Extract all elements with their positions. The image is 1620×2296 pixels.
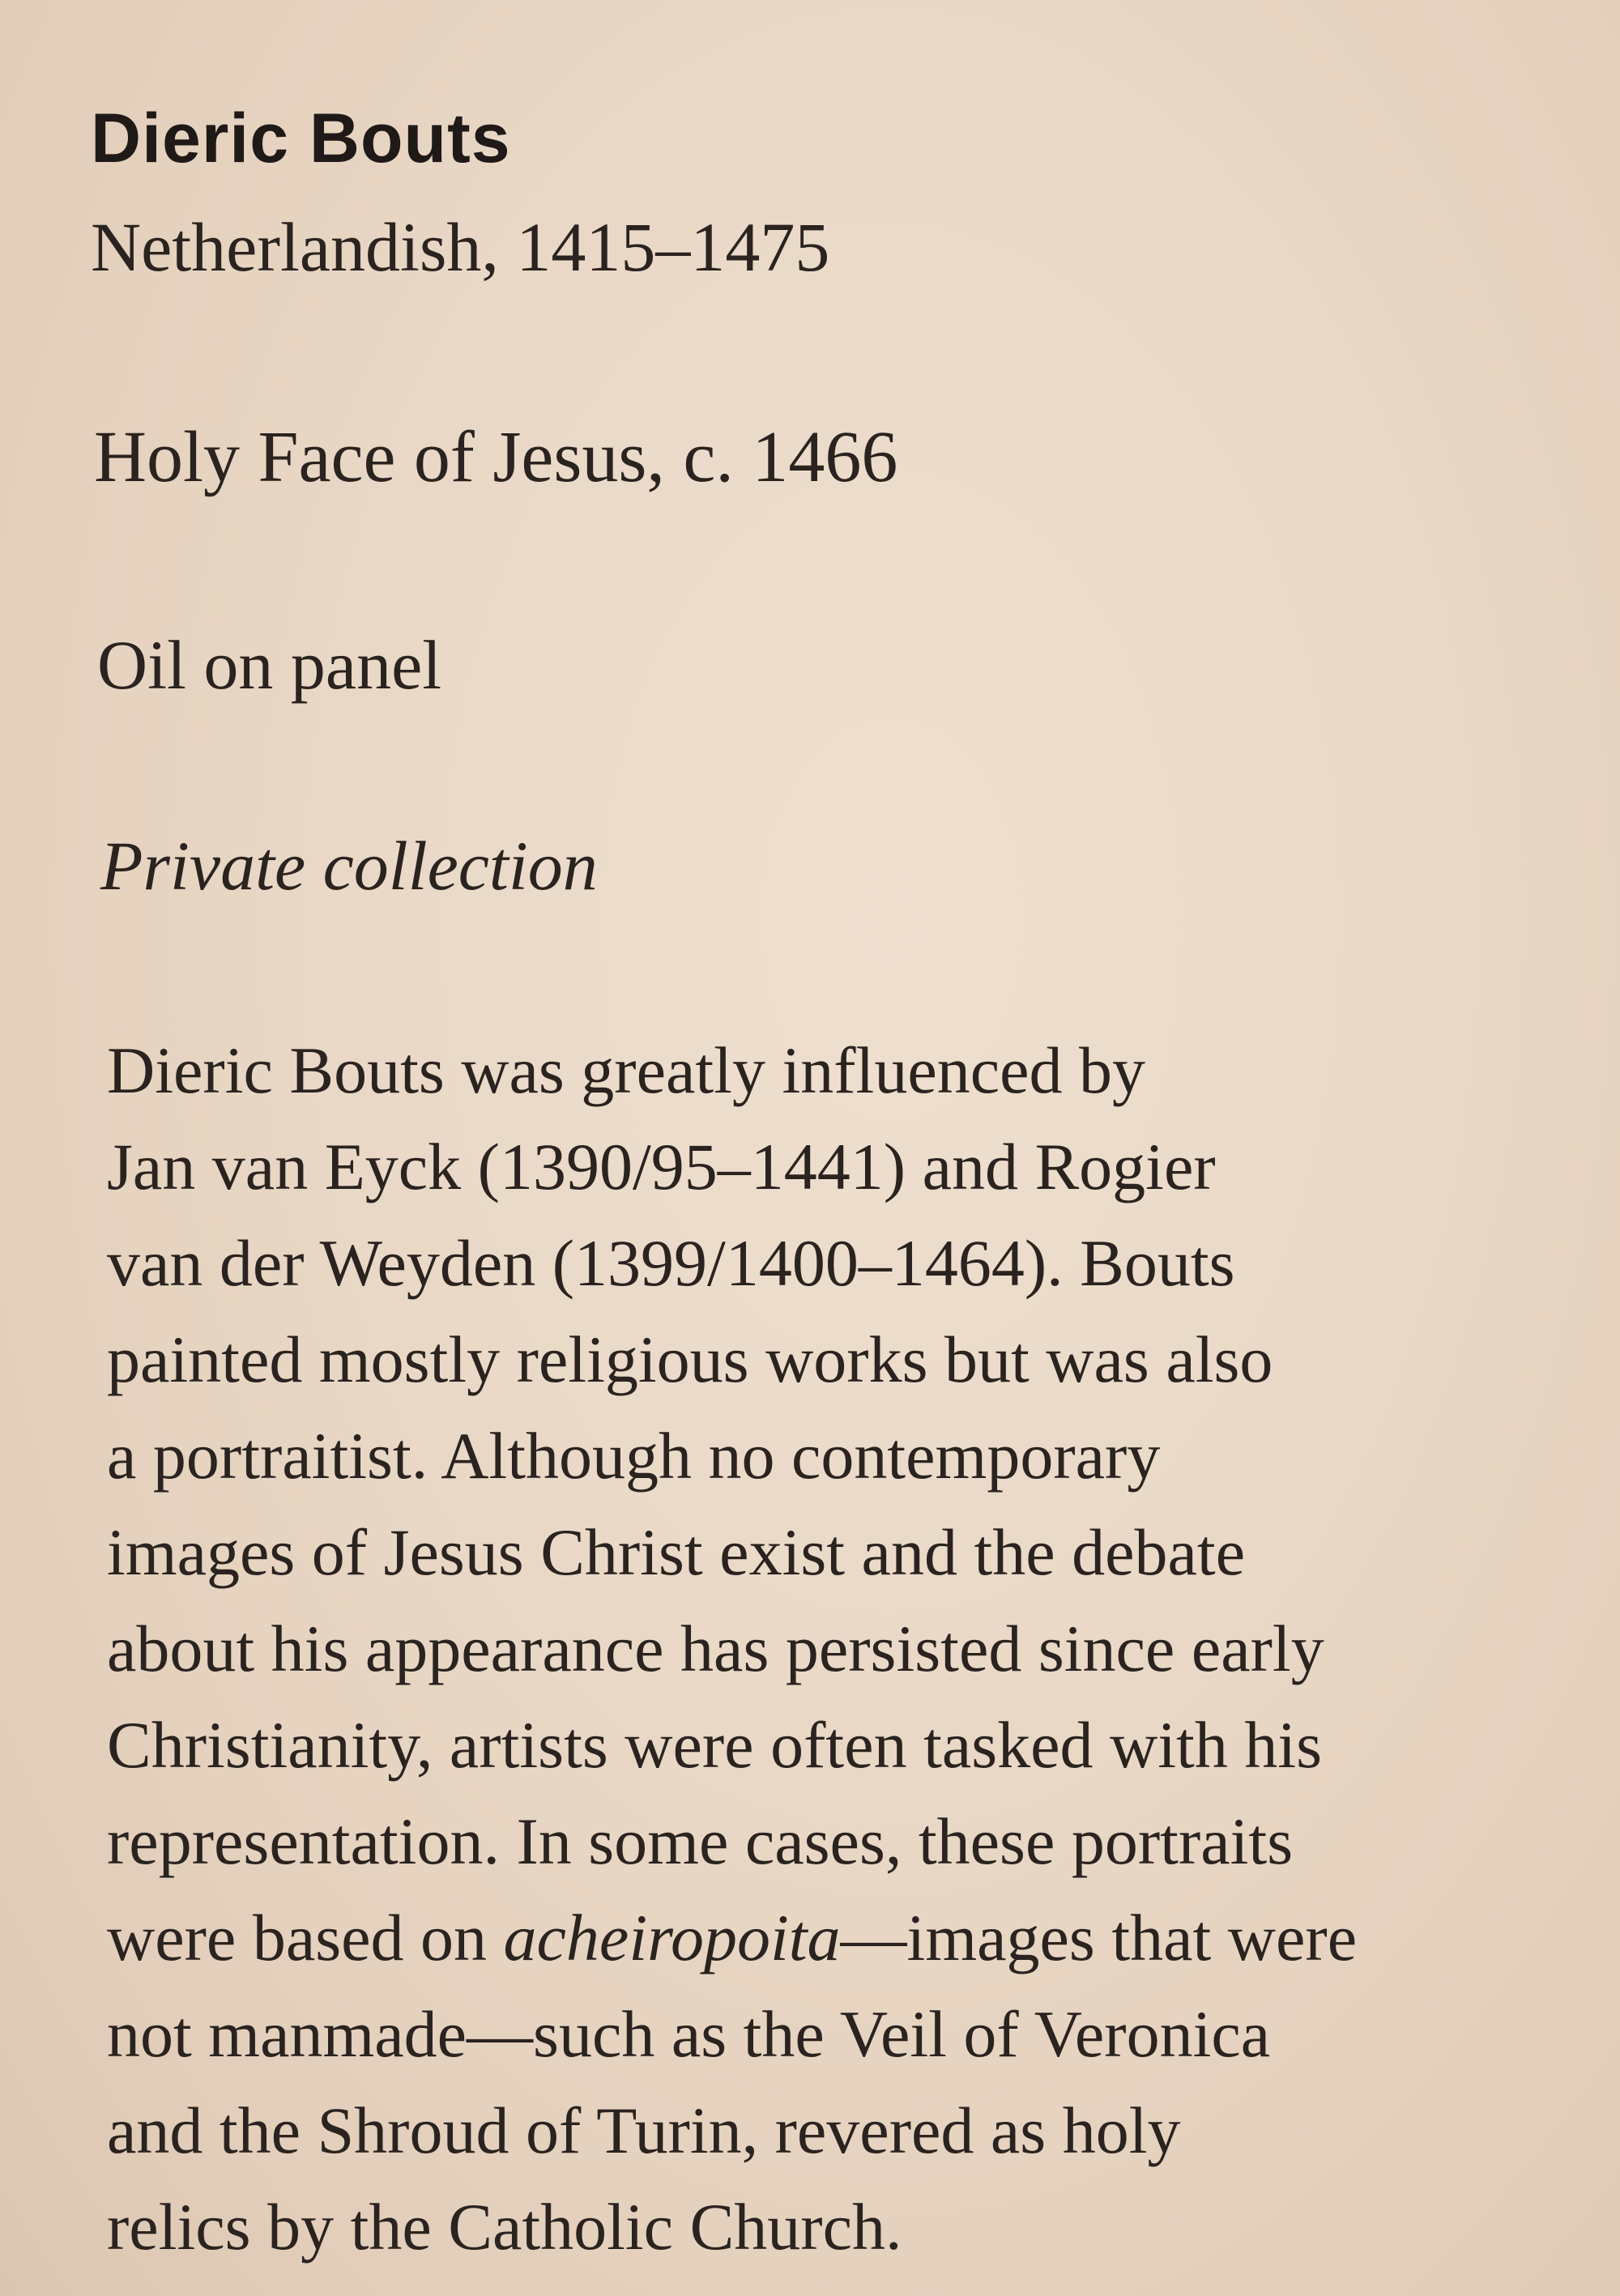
artwork-collection: Private collection — [100, 827, 598, 905]
artist-nationality-dates: Netherlandish, 1415–1475 — [91, 208, 830, 286]
italic-term-acheiropoita: acheiropoita — [503, 1901, 841, 1974]
description-paragraph — [107, 1022, 1581, 2275]
description-line: Jan van Eyck (1390/95–1441) and Rogier — [107, 1130, 1216, 1203]
description-line: Christianity, artists were often tasked with his — [107, 1708, 1323, 1782]
artwork-title — [94, 417, 898, 497]
description-line: van der Weyden (1399/1400–1464). Bouts — [107, 1226, 1235, 1300]
description-line: a portraitist. Although no contemporary — [107, 1419, 1161, 1493]
description-line — [107, 1889, 1581, 1986]
description-line: not manmade—such as the Veil of Veronica — [107, 1997, 1271, 2071]
description-line: and the Shroud of Turin, revered as holy — [107, 2094, 1181, 2167]
description-text: were based on — [107, 1901, 504, 1974]
artwork-medium: Oil on panel — [97, 626, 442, 704]
description-line: painted mostly religious works but was also — [107, 1323, 1273, 1396]
description-line: about his appearance has persisted since early — [107, 1612, 1324, 1685]
artist-name: Dieric Bouts — [91, 100, 511, 177]
description-line: relics by the Catholic Church. — [107, 2190, 902, 2264]
artwork-title-text: Holy Face of Jesus, — [94, 417, 665, 497]
description-line: images of Jesus Christ exist and the debate — [107, 1515, 1246, 1589]
description-line: Dieric Bouts was greatly influenced by — [107, 1033, 1146, 1107]
description-line: representation. In some cases, these portraits — [107, 1804, 1294, 1878]
description-text: —images that were — [840, 1901, 1358, 1974]
artwork-date: c. 1466 — [664, 417, 898, 497]
